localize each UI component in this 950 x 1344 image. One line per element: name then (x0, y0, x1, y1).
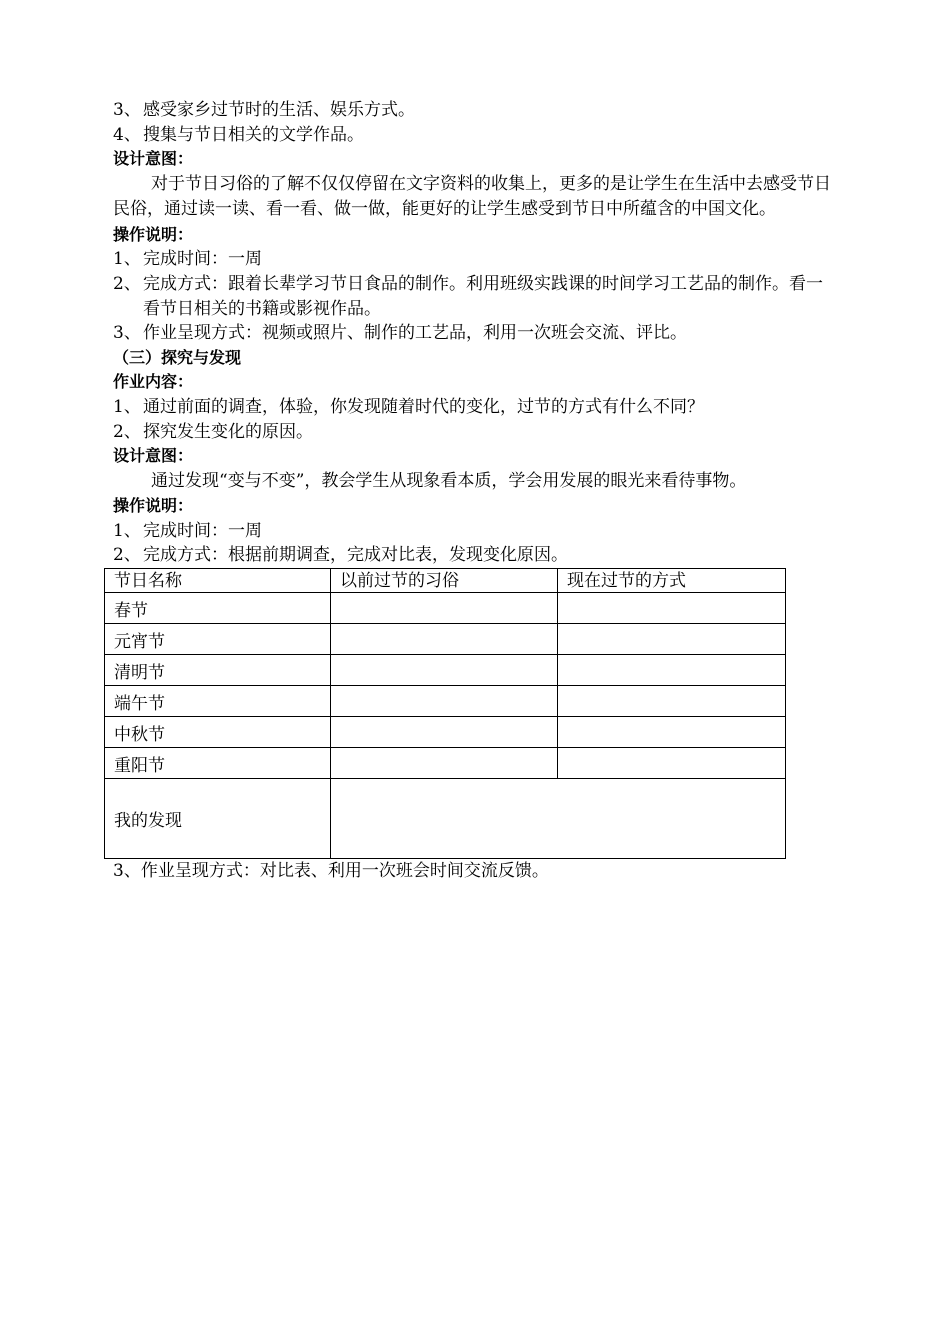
table-row-finding (105, 779, 786, 859)
footer-line: 3、作业呈现方式：对比表、利用一次班会时间交流反馈。 (113, 861, 549, 881)
table-cell-empty (558, 624, 786, 655)
paragraph: 对于节日习俗的了解不仅仅停留在文字资料的收集上，更多的是让学生在生活中去感受节日民俗，通过读一读、看一看、做一做，能更好的让学生感受到节日中所蕴含的中国文化。 (113, 173, 831, 220)
list-item: 2、 完成方式：根据前期调查，完成对比表，发现变化原因。 (113, 545, 568, 566)
finding-answer-cell (331, 779, 786, 859)
table-row (105, 717, 786, 748)
list-item: 2、 完成方式：跟着长辈学习节日食品的制作。利用班级实践课的时间学习工艺品的制作。看一看节日相关的书籍或影视作品。 (113, 273, 823, 319)
list-item: 3、 感受家乡过节时的生活、娱乐方式。 (113, 100, 415, 120)
table-row (105, 624, 786, 655)
table-cell-empty (331, 686, 558, 717)
table-header-cell: 以前过节的习俗 (331, 569, 558, 593)
section-title: （三）探究与发现 (113, 347, 242, 367)
table-row (105, 593, 786, 624)
table-cell-empty (331, 624, 558, 655)
table-row (105, 655, 786, 686)
table-cell-empty (331, 717, 558, 748)
section-heading: 操作说明： (113, 224, 194, 244)
paragraph: 通过发现“变与不变”，教会学生从现象看本质，学会用发展的眼光来看待事物。 (151, 470, 747, 491)
table-cell-empty (558, 593, 786, 624)
list-item: 2、 探究发生变化的原因。 (113, 421, 313, 442)
table-header-cell: 现在过节的方式 (558, 569, 786, 593)
finding-label-cell: 我的发现 (105, 779, 331, 859)
document-page (113, 98, 837, 884)
section-heading: 操作说明： (113, 496, 194, 516)
festival-name-cell: 春节 (105, 593, 331, 624)
table-cell-empty (558, 655, 786, 686)
table-cell-empty (558, 717, 786, 748)
section-heading: 设计意图： (113, 149, 194, 169)
table-row (105, 686, 786, 717)
comparison-table (104, 568, 786, 859)
table-row (105, 748, 786, 779)
table-cell-empty (331, 593, 558, 624)
list-item: 4、 搜集与节日相关的文学作品。 (113, 124, 364, 145)
list-item: 1、 通过前面的调查，体验，你发现随着时代的变化，过节的方式有什么不同？ (113, 396, 704, 417)
table-cell-empty (558, 748, 786, 779)
table-cell-empty (331, 655, 558, 686)
festival-name-cell: 重阳节 (105, 748, 331, 779)
section-heading: 设计意图： (113, 446, 194, 466)
festival-name-cell: 中秋节 (105, 717, 331, 748)
festival-name-cell: 端午节 (105, 686, 331, 717)
festival-name-cell: 元宵节 (105, 624, 331, 655)
list-item: 1、 完成时间：一周 (113, 520, 262, 541)
table-cell-empty (558, 686, 786, 717)
list-item: 3、 作业呈现方式：视频或照片、制作的工艺品，利用一次班会交流、评比。 (113, 323, 687, 344)
table-cell-empty (331, 748, 558, 779)
table-header-row (105, 569, 786, 593)
festival-name-cell: 清明节 (105, 655, 331, 686)
section-heading: 作业内容： (113, 372, 194, 392)
list-item: 1、 完成时间：一周 (113, 249, 262, 270)
table-header-cell: 节日名称 (105, 569, 331, 593)
